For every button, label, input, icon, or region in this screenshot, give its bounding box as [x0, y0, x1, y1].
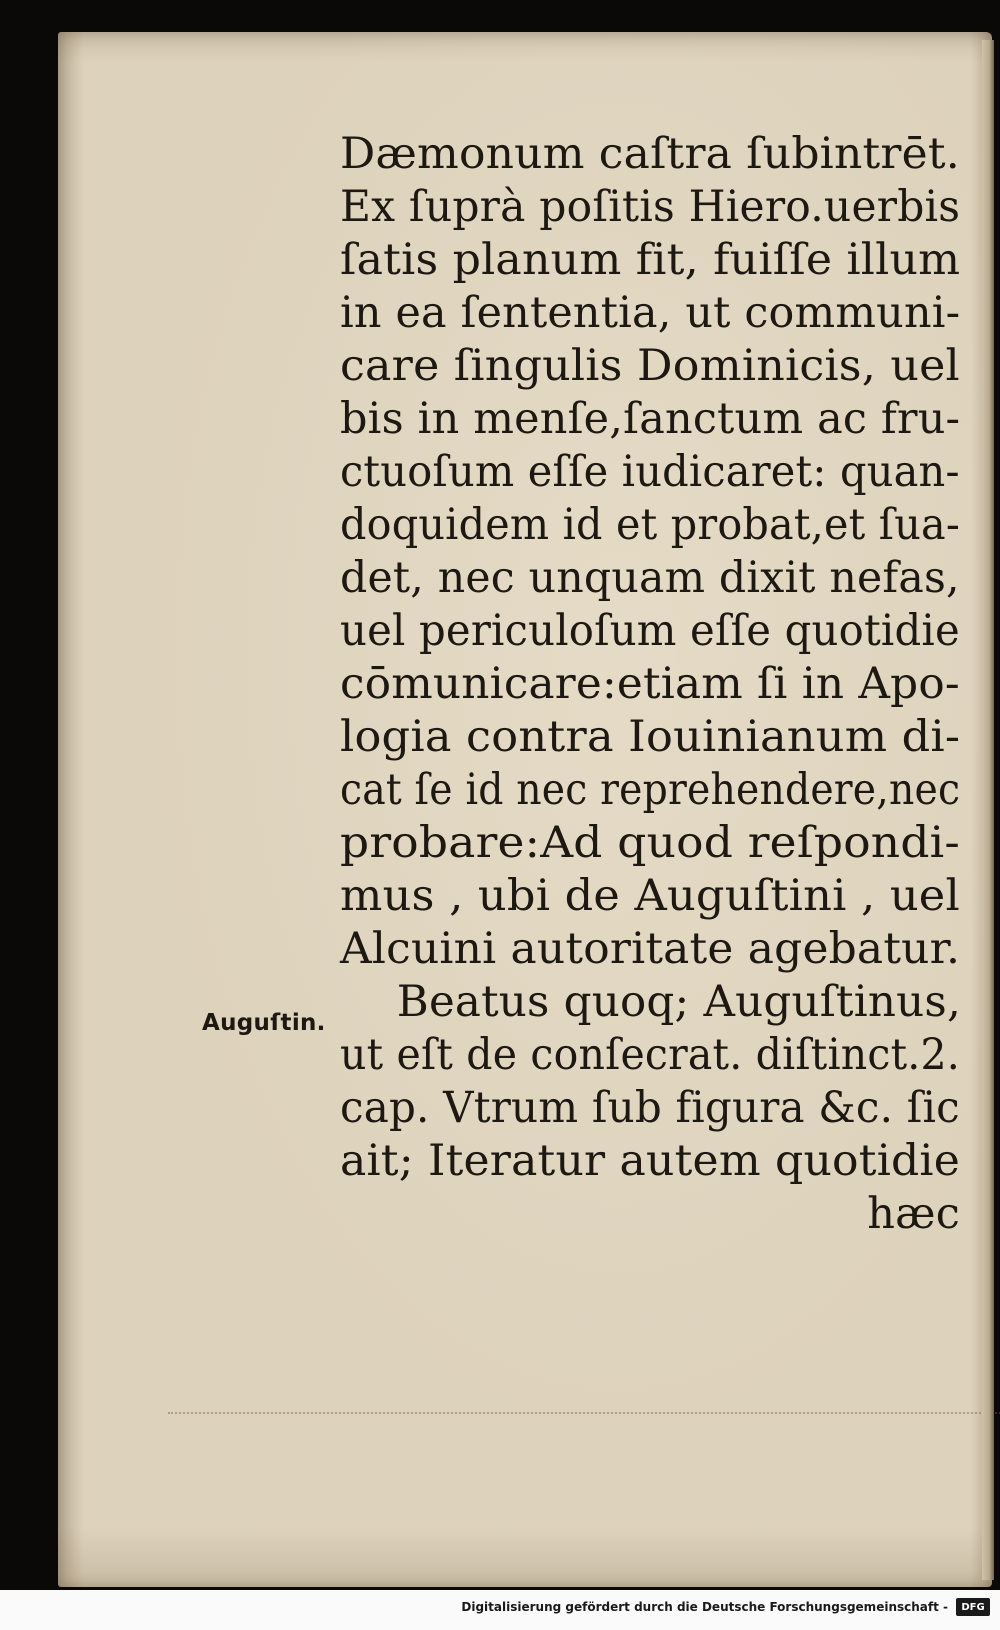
text-line: Dæmonum caſtra ſubintrēt. [340, 129, 960, 179]
footer-credit: Digitalisierung gefördert durch die Deutsche Forschungsgemeinschaft - [461, 1600, 948, 1614]
text-line: cap. Vtrum ſub figura &c. ſic [340, 1083, 960, 1133]
text-line: mus , ubi de Auguſtini , uel [340, 871, 960, 921]
text-line: Ex ſuprà poſitis Hiero.uerbis [340, 182, 961, 232]
text-line: ait; Iteratur autem quotidie [340, 1136, 961, 1186]
text-line: uel periculoſum eſſe quotidie [340, 606, 960, 656]
text-line: bis in menſe,ſanctum ac fru- [340, 394, 961, 444]
text-line: Alcuini autoritate agebatur. [340, 924, 961, 974]
dfg-logo: DFG [956, 1598, 990, 1616]
body-text [340, 128, 960, 1241]
text-line: ut eſt de conſecrat. diſtinct.2. [340, 1030, 960, 1080]
footer-bar [0, 1590, 1000, 1630]
text-line: in ea ſententia, ut communi- [340, 288, 961, 338]
text-line: cōmunicare:etiam ſi in Apo- [340, 659, 960, 709]
text-line: det, nec unquam dixit nefas, [340, 553, 960, 603]
text-line: logia contra Iouinianum di- [340, 712, 961, 762]
marginal-note: Auguſtin. [202, 1010, 326, 1036]
text-line: cat ſe id nec reprehendere,nec [340, 765, 961, 815]
text-line: Beatus quoq; Auguſtinus, [396, 977, 962, 1027]
text-line: ſatis planum fit, fuiſſe illum [340, 235, 961, 285]
catchword: hæc [867, 1189, 960, 1239]
text-line: care ſingulis Dominicis, uel [340, 341, 960, 391]
page-stack-edge [982, 40, 994, 1580]
text-line: ctuoſum eſſe iudicaret: quan- [340, 447, 960, 497]
page-deckle-edge [168, 1412, 1000, 1430]
text-line: probare:Ad quod reſpondi- [340, 818, 961, 868]
text-line: doquidem id et probat,et ſua- [340, 500, 961, 550]
